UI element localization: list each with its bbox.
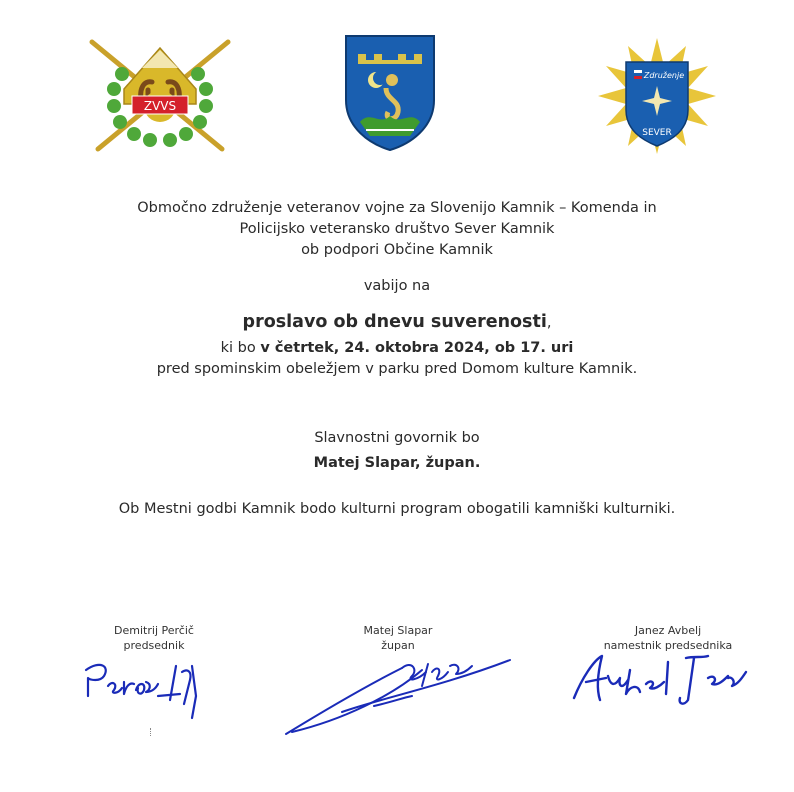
invite-text: vabijo na xyxy=(363,278,431,294)
event-when-line xyxy=(0,338,794,358)
event-where: pred spominskim obeležjem v parku pred Domom kulture Kamnik. xyxy=(156,361,638,377)
intro-line-1: Območno združenje veteranov vojne za Slovenijo Kamnik – Komenda in xyxy=(137,200,657,216)
intro-line-2: Policijsko veteransko društvo Sever Kamnik xyxy=(239,221,555,237)
event-title-suffix: , xyxy=(546,315,552,331)
signatory-1-role: predsednik xyxy=(123,639,185,652)
program-text: Ob Mestni godbi Kamnik bodo kulturni program obogatili kamniški kulturniki. xyxy=(118,501,676,517)
signatory-2-role: župan xyxy=(381,639,415,652)
signature-percic xyxy=(80,656,220,732)
signatory-1 xyxy=(44,623,264,653)
sever-bottom-text: SEVER xyxy=(642,128,672,138)
signature-slapar xyxy=(282,650,516,744)
event-when-prefix: ki bo xyxy=(220,340,261,356)
scan-mark xyxy=(150,728,155,736)
zvvs-text: ZVVS xyxy=(143,99,177,113)
intro-line-3: ob podpori Občine Kamnik xyxy=(301,242,493,258)
signature-avbelj xyxy=(568,648,750,714)
sever-top-text: Združenje xyxy=(643,71,685,80)
event-title-line xyxy=(0,312,794,333)
signatory-2-name: Matej Slapar xyxy=(363,624,433,637)
kamnik-coat-of-arms xyxy=(340,30,440,152)
signatory-1-name: Demitrij Perčič xyxy=(114,624,194,637)
sever-emblem xyxy=(596,36,718,156)
speaker-label: Slavnostni govornik bo xyxy=(314,430,480,446)
signatory-2 xyxy=(288,623,508,653)
signatory-3-role: namestnik predsednika xyxy=(603,639,733,652)
zvvs-emblem xyxy=(82,34,238,156)
event-when: v četrtek, 24. oktobra 2024, ob 17. uri xyxy=(260,340,574,356)
event-title: proslavo ob dnevu suverenosti xyxy=(242,312,547,332)
signatory-3-name: Janez Avbelj xyxy=(634,624,702,637)
speaker-name: Matej Slapar, župan. xyxy=(313,455,481,471)
